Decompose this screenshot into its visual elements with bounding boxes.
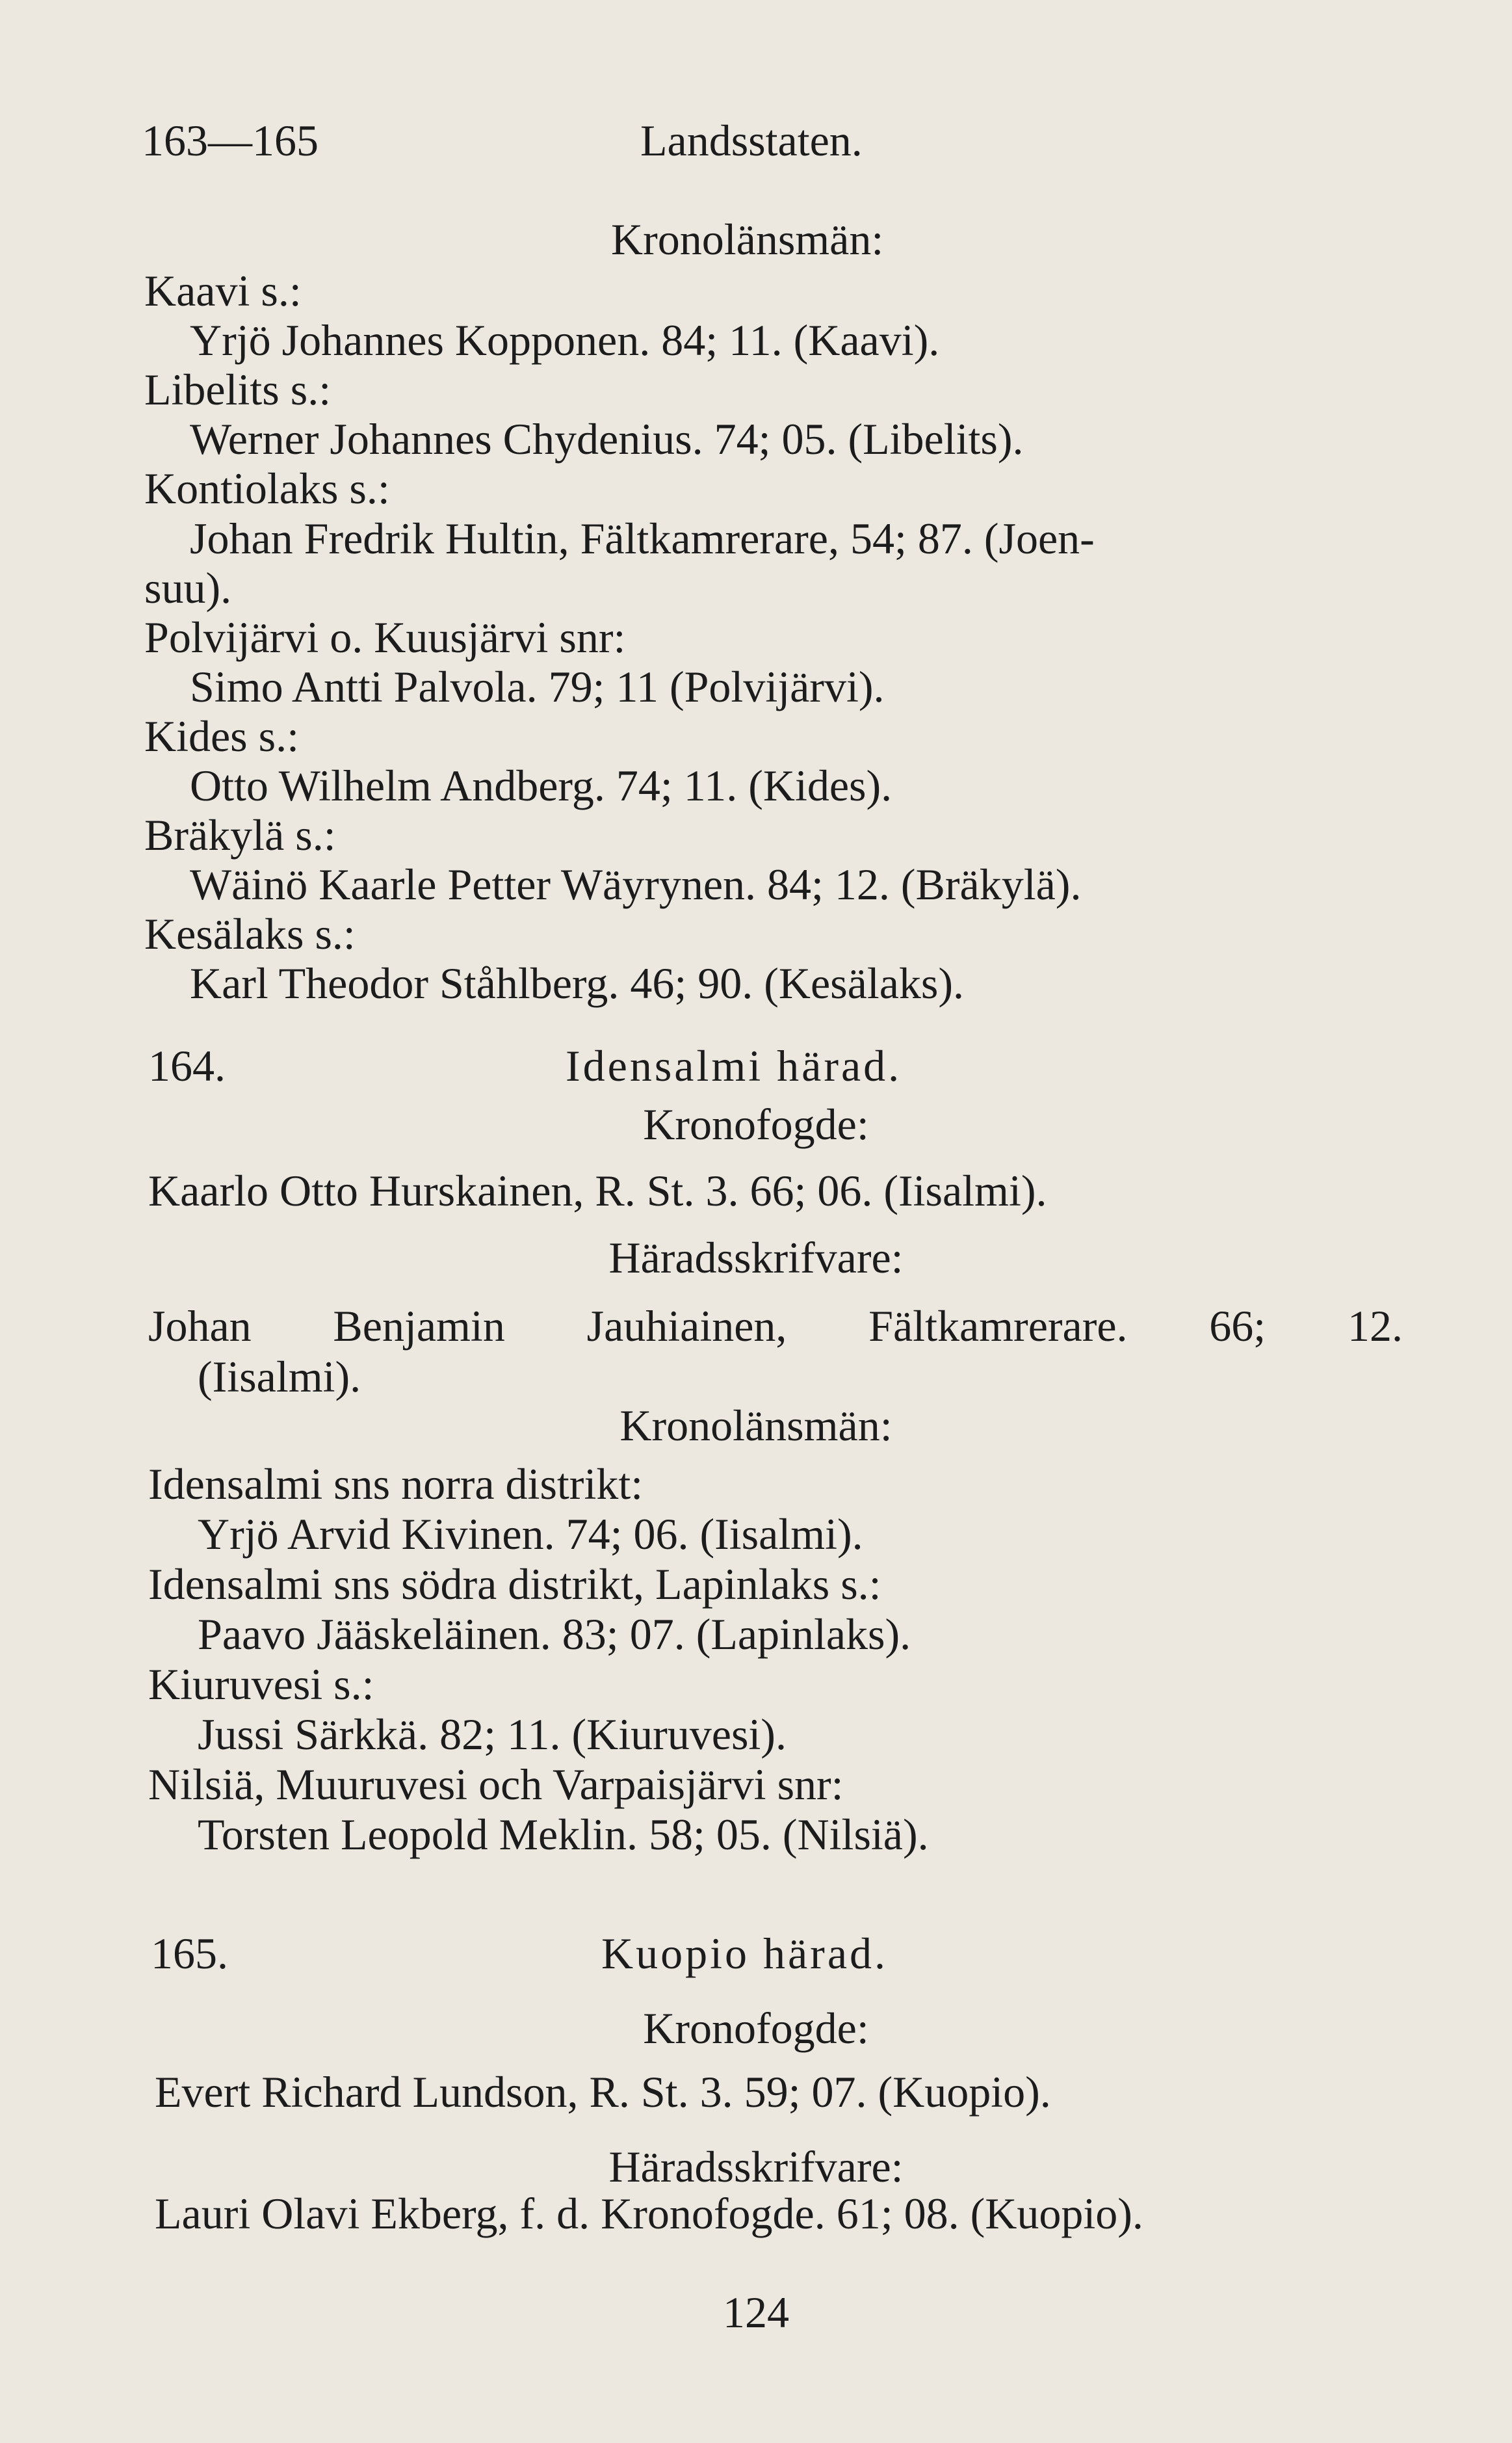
section-range: 163—165 bbox=[142, 116, 319, 165]
official-line: Otto Wilhelm Andberg. 74; 11. (Kides). bbox=[190, 761, 893, 810]
section-number: 164. bbox=[148, 1041, 226, 1090]
official-line: Karl Theodor Ståhlberg. 46; 90. (Kesälaks). bbox=[190, 958, 964, 1008]
heading-haradsskrifvare: Häradsskrifvare: bbox=[608, 1233, 904, 1282]
heading-kronolansman: Kronolänsmän: bbox=[619, 1401, 893, 1450]
section-title: Kuopio härad. bbox=[601, 1929, 889, 1978]
official-line: Yrjö Arvid Kivinen. 74; 06. (Iisalmi). bbox=[198, 1509, 863, 1559]
heading-kronolansman: Kronolänsmän: bbox=[611, 215, 884, 264]
official-line: Kaarlo Otto Hurskainen, R. St. 3. 66; 06. (Iisalmi). bbox=[148, 1166, 1047, 1215]
heading-haradsskrifvare: Häradsskrifvare: bbox=[608, 2142, 904, 2191]
district-line: Idensalmi sns norra distrikt: bbox=[148, 1459, 644, 1509]
official-line: Johan Fredrik Hultin, Fältkamrerare, 54; 87. (Joen- bbox=[190, 514, 1095, 563]
district-line: Polvijärvi o. Kuusjärvi snr: bbox=[144, 613, 626, 662]
official-line: Simo Antti Palvola. 79; 11 (Polvijärvi). bbox=[190, 662, 885, 711]
district-line: Kaavi s.: bbox=[144, 266, 302, 315]
section-title: Idensalmi härad. bbox=[566, 1041, 902, 1090]
official-line-continued: suu). bbox=[144, 563, 232, 613]
official-line: Paavo Jääskeläinen. 83; 07. (Lapinlaks). bbox=[198, 1609, 911, 1659]
district-line: Bräkylä s.: bbox=[144, 810, 336, 860]
district-line: Kiuruvesi s.: bbox=[148, 1659, 374, 1709]
official-line-continued: (Iisalmi). bbox=[198, 1352, 361, 1401]
official-line: Yrjö Johannes Kopponen. 84; 11. (Kaavi). bbox=[190, 315, 940, 365]
official-line: Evert Richard Lundson, R. St. 3. 59; 07. (Kuopio). bbox=[155, 2067, 1051, 2117]
official-line: Torsten Leopold Meklin. 58; 05. (Nilsiä). bbox=[198, 1810, 929, 1859]
district-line: Kides s.: bbox=[144, 711, 299, 761]
official-line: Lauri Olavi Ekberg, f. d. Kronofogde. 61; 08. (Kuopio). bbox=[155, 2189, 1143, 2238]
district-line: Kesälaks s.: bbox=[144, 909, 356, 958]
district-line: Libelits s.: bbox=[144, 365, 332, 414]
official-line: Johan Benjamin Jauhiainen, Fältkamrerare. 66; 12. bbox=[148, 1301, 1403, 1351]
district-line: Kontiolaks s.: bbox=[144, 464, 390, 513]
official-line: Werner Johannes Chydenius. 74; 05. (Libelits). bbox=[190, 414, 1024, 464]
page-number: 124 bbox=[723, 2288, 789, 2337]
district-line: Nilsiä, Muuruvesi och Varpaisjärvi snr: bbox=[148, 1760, 844, 1809]
section-number: 165. bbox=[151, 1929, 228, 1978]
district-line: Idensalmi sns södra distrikt, Lapinlaks s.: bbox=[148, 1559, 881, 1609]
heading-kronofogde: Kronofogde: bbox=[643, 2003, 869, 2053]
official-line: Jussi Särkkä. 82; 11. (Kiuruvesi). bbox=[198, 1710, 787, 1759]
official-line: Wäinö Kaarle Petter Wäyrynen. 84; 12. (Bräkylä). bbox=[190, 860, 1082, 909]
heading-kronofogde: Kronofogde: bbox=[643, 1100, 869, 1149]
running-title: Landsstaten. bbox=[640, 116, 863, 165]
